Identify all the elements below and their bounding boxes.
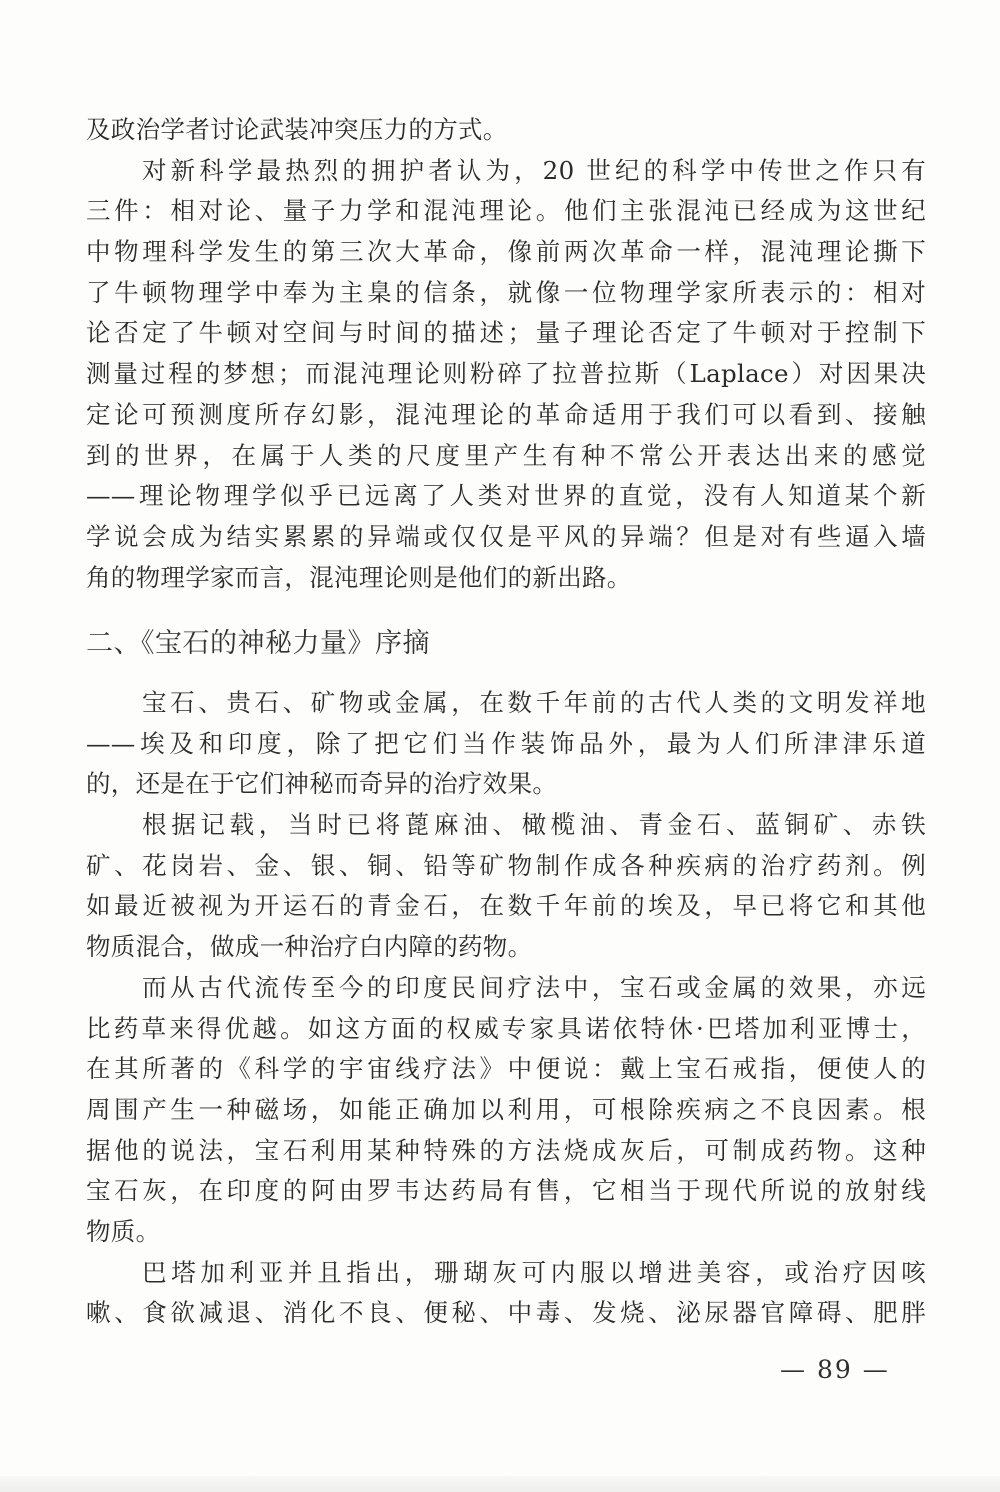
text-line: ——理论物理学似乎已远离了人类对世界的直觉，没有人知道某个新 <box>86 481 926 511</box>
text-line: 嗽、食欲减退、消化不良、便秘、中毒、发烧、泌尿器官障碍、肥胖 <box>86 1298 926 1328</box>
text-line: 对新科学最热烈的拥护者认为，20 世纪的科学中传世之作只有 <box>142 155 926 185</box>
text-line: 如最近被视为开运石的青金石，在数千年前的埃及，早已将它和其他 <box>86 891 926 921</box>
text-line: 学说会成为结实累累的异端或仅仅是平风的异端？但是对有些逼入墙 <box>86 521 926 551</box>
text-line: 根据记载，当时已将蓖麻油、橄榄油、青金石、蓝铜矿、赤铁 <box>142 810 926 840</box>
text-line: 的，还是在于它们神秘而奇异的治疗效果。 <box>86 769 558 799</box>
text-line: 物质。 <box>86 1216 161 1246</box>
text-line: 论否定了牛顿对空间与时间的描述；量子理论否定了牛顿对于控制下 <box>86 318 926 348</box>
text-line: 矿、花岗岩、金、银、铜、铅等矿物制作成各种疾病的治疗药剂。例 <box>86 850 926 880</box>
text-line: 角的物理学家而言，混沌理论则是他们的新出路。 <box>86 562 632 592</box>
text-line: 比药草来得优越。如这方面的权威专家具诺依特休·巴塔加利亚博士， <box>86 1013 926 1043</box>
page-number: — 89 — <box>780 1355 890 1384</box>
paragraph-chaos-theory <box>86 110 926 598</box>
text-line: 中物理科学发生的第三次大革命，像前两次革命一样，混沌理论撕下 <box>86 237 926 267</box>
text-line: 定论可预测度所存幻影，混沌理论的革命适用于我们可以看到、接触 <box>86 399 926 429</box>
text-line: 而从古代流传至今的印度民间疗法中，宝石或金属的效果，亦远 <box>142 972 926 1002</box>
text-line: 测量过程的梦想；而混沌理论则粉碎了拉普拉斯（Laplace）对因果决 <box>86 359 926 389</box>
text-line: 了牛顿物理学中奉为主臬的信条，就像一位物理学家所表示的：相对 <box>86 277 926 307</box>
text-line: 据他的说法，宝石利用某种特殊的方法烧成灰后，可制成药物。这种 <box>86 1135 926 1165</box>
text-line: 巴塔加利亚并且指出，珊瑚灰可内服以增进美容，或治疗因咳 <box>142 1257 926 1287</box>
text-line: ——埃及和印度，除了把它们当作装饰品外，最为人们所津津乐道 <box>86 728 926 758</box>
text-line: 及政治学者讨论武装冲突压力的方式。 <box>86 115 508 144</box>
text-line: 在其所著的《科学的宇宙线疗法》中便说：戴上宝石戒指，便使人的 <box>86 1054 926 1084</box>
paragraph-gemstones <box>86 683 926 1334</box>
text-line: 到的世界，在属于人类的尺度里产生有种不常公开表达出来的感觉 <box>86 440 926 470</box>
text-line: 三件：相对论、量子力学和混沌理论。他们主张混沌已经成为这世纪 <box>86 196 926 226</box>
page-bottom-edge <box>0 1476 1000 1492</box>
text-line: 物质混合，做成一种治疗白内障的药物。 <box>86 932 533 962</box>
section-heading: 二、《宝石的神秘力量》序摘 <box>86 628 430 659</box>
text-line: 宝石、贵石、矿物或金属，在数千年前的古代人类的文明发祥地 <box>142 688 926 717</box>
text-line: 宝石灰，在印度的阿由罗韦达药局有售，它相当于现代所说的放射线 <box>86 1176 926 1206</box>
text-line: 周围产生一种磁场，如能正确加以利用，可根除疾病之不良因素。根 <box>86 1094 926 1124</box>
